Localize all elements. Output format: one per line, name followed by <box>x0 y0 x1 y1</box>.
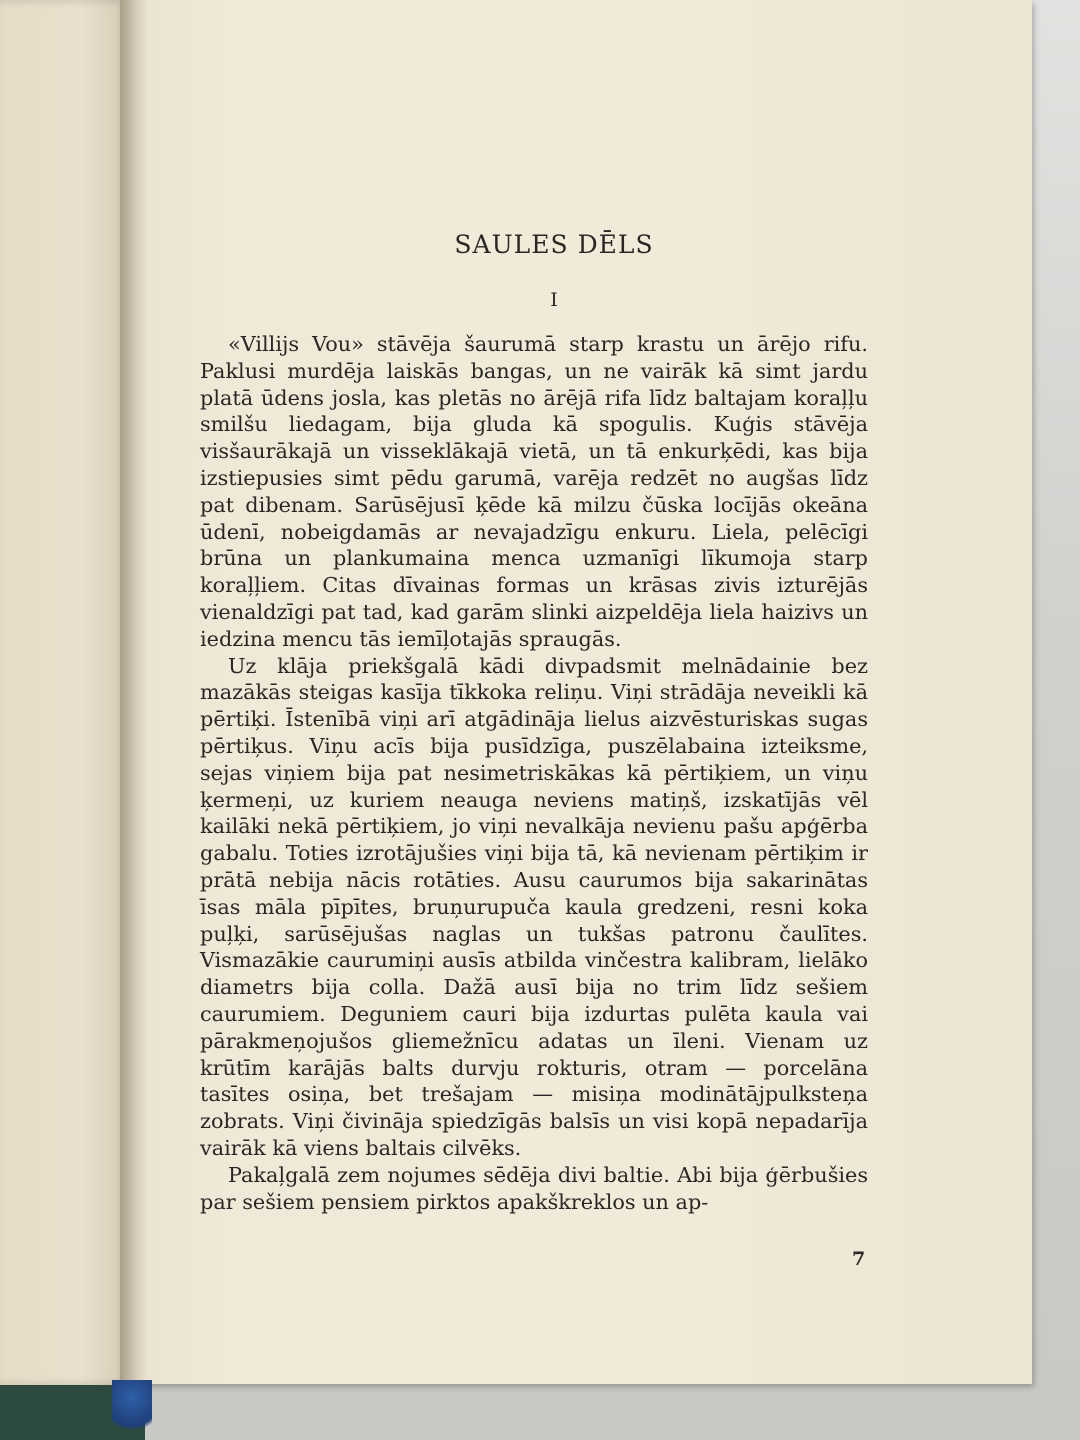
section-numeral: I <box>550 289 558 311</box>
page-content <box>200 230 868 1215</box>
paragraph-1: «Villijs Vou» stāvēja šaurumā starp krastu un ārējo rifu. Paklusi murdēja laiskās bangas, un ne vairāk kā simt jardu platā ūdens josla, kas pletās no ārējā rifa līdz baltajam koraļļu smilšu liedagam, bija gluda kā spogulis. Kuģis stāvēja visšaurākajā un visseklākajā vietā, un tā enkurķēdi, kas bija izstiepusies simt pēdu garumā, varēja redzēt no augšas līdz pat dibenam. Sarūsējusī ķēde kā milzu čūska locījās okeāna ūdenī, nobeigdamās ar nevajadzīgu enkuru. Liela, pelēcīgi brūna un plankumaina menca uzmanīgi līkumoja starp koraļļiem. Citas dīvainas formas un krāsas zivis izturējās vienaldzīgi pat tad, kad garām slinki aizpeldēja liela haizivs un iedzina mencu tās iemīļotajās spraugās. <box>200 332 868 651</box>
left-page <box>0 0 138 1385</box>
paragraph-3: Pakaļgalā zem nojumes sēdēja divi baltie. Abi bija ģērbušies par sešiem pensiem pirktos apakškreklos un ap- <box>200 1162 868 1214</box>
gutter-shadow <box>120 0 150 1384</box>
chapter-title: SAULES DĒLS <box>454 230 654 259</box>
paragraph-2: Uz klāja priekšgalā kādi divpadsmit melnādainie bez mazākās steigas kasīja tīkkoka reliņu. Viņi strādāja neveikli kā pērtiķi. Īstenībā viņi arī atgādināja lielus aizvēsturiskas sugas pērtiķus. Viņu acīs bija pusīdzīga, puszēlabaina izteiksme, sejas viņiem bija pat nesimetriskākas kā pērtiķiem, un viņu ķermeņi, uz kuriem neauga neviens matiņš, izskatījās vēl kailāki nekā pērtiķiem, jo viņi nevalkāja nevienu pašu apģērba gabalu. Toties izrotājušies viņi bija tā, kā nevienam pērtiķim ir prātā nebija nācis rotāties. Ausu caurumos bija sakarinātas īsas māla pīpītes, bruņurupuča kaula gredzeni, resni koka puļķi, sarūsējušas naglas un tukšas patronu čaulītes. Vismazākie caurumiņi ausīs atbilda vinčestra kalibram, lielāko diametrs bija colla. Dažā ausī bija no trim līdz sešiem caurumiem. Deguniem cauri bija izdurtas pulēta kaula vai pārakmeņojušos gliemežnīcu adatas un īleni. Vienam uz krūtīm karājās balts durvju rokturis, otram — porcelāna tasītes osiņa, bet trešajam — misiņa modinātājpulksteņa zobrats. Viņi čivināja spiedzīgās balsīs un visi kopā nepadarīja vairāk kā viens baltais cilvēks. <box>200 653 868 1160</box>
binding-thread <box>112 1380 152 1440</box>
page-number: 7 <box>852 1248 866 1270</box>
